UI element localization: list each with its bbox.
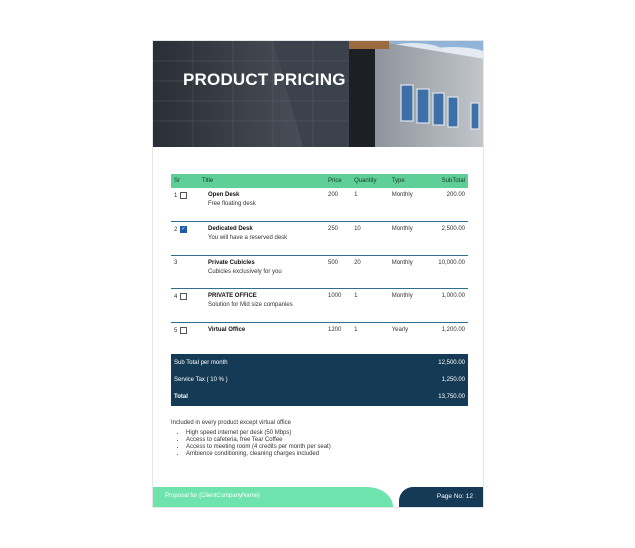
list-item: • Access to cafeteria, free Tea/ Coffee bbox=[186, 437, 471, 443]
item-type: Monthly bbox=[391, 192, 413, 198]
item-quantity[interactable]: 1 bbox=[354, 293, 358, 299]
tax-value: 1,250.00 bbox=[441, 376, 465, 383]
col-price: Price bbox=[328, 178, 342, 184]
col-quantity: Quantity bbox=[354, 178, 377, 184]
item-title: Open Desk bbox=[208, 192, 240, 198]
item-subtotal: 2,500.00 bbox=[441, 226, 465, 232]
col-sr: Sr bbox=[174, 178, 180, 184]
table-row bbox=[171, 289, 468, 323]
row-sr: 3 bbox=[174, 259, 178, 266]
item-subtotal: 10,000.00 bbox=[438, 259, 465, 266]
item-description: Free floating desk bbox=[208, 201, 256, 207]
item-title: Virtual Office bbox=[208, 326, 246, 333]
item-subtotal: 200.00 bbox=[446, 192, 465, 198]
subtotal-row bbox=[171, 354, 468, 371]
item-title: Dedicated Desk bbox=[208, 226, 253, 232]
item-quantity[interactable]: 20 bbox=[354, 259, 361, 266]
building-photo bbox=[153, 41, 484, 147]
row-sr: 2 bbox=[174, 227, 178, 234]
subtotal-value: 12,500.00 bbox=[438, 359, 465, 366]
table-row bbox=[171, 255, 468, 289]
proposal-page bbox=[152, 40, 484, 508]
row-sr: 4 bbox=[174, 294, 178, 301]
page-title: PRODUCT PRICING bbox=[183, 70, 346, 89]
col-subtotal: SubTotal bbox=[441, 178, 465, 184]
item-price[interactable]: 1200 bbox=[328, 326, 342, 333]
item-price[interactable]: 200 bbox=[328, 192, 339, 198]
subtotal-label: Sub Total per month bbox=[174, 359, 228, 366]
table-row bbox=[171, 222, 468, 256]
page-number: Page No: 12 bbox=[436, 493, 473, 500]
item-description: Solution for Mid size companies bbox=[208, 302, 293, 308]
item-quantity[interactable]: 10 bbox=[354, 226, 361, 232]
footer-proposal-bar bbox=[153, 487, 393, 507]
tax-row bbox=[171, 371, 468, 388]
item-type: Monthly bbox=[391, 293, 413, 299]
item-type: Monthly bbox=[391, 226, 413, 232]
item-price[interactable]: 250 bbox=[328, 226, 339, 232]
item-description: You will have a reserved desk bbox=[208, 235, 288, 241]
item-description: Cubicles exclusively for you bbox=[208, 268, 282, 275]
included-list bbox=[171, 430, 471, 457]
item-price[interactable]: 1000 bbox=[328, 293, 342, 299]
col-title: Title bbox=[202, 178, 214, 184]
total-row bbox=[171, 389, 468, 406]
item-title: Private Cubicles bbox=[208, 259, 255, 266]
totals-panel bbox=[171, 354, 468, 406]
item-price[interactable]: 500 bbox=[328, 259, 339, 266]
item-type: Monthly bbox=[391, 259, 413, 266]
footer-proposal-text: Proposal for {ClientCompanyName} bbox=[165, 493, 261, 499]
total-value: 13,750.00 bbox=[438, 394, 465, 401]
item-quantity[interactable]: 1 bbox=[354, 192, 358, 198]
row-checkbox[interactable] bbox=[180, 293, 187, 300]
item-type: Yearly bbox=[391, 326, 409, 333]
item-subtotal: 1,000.00 bbox=[441, 293, 465, 299]
total-label: Total bbox=[174, 394, 188, 401]
item-title: PRIVATE OFFICE bbox=[208, 293, 257, 299]
list-item: • High speed internet per desk (50 Mbps) bbox=[186, 430, 471, 436]
pricing-table bbox=[171, 174, 468, 356]
included-intro: Included in every product except virtual office bbox=[171, 420, 291, 426]
row-checkbox[interactable] bbox=[180, 327, 187, 334]
included-section bbox=[171, 420, 471, 458]
list-item: • Access to meeting room (4 credits per month per seat) bbox=[186, 444, 471, 450]
row-sr: 1 bbox=[174, 193, 178, 200]
item-quantity[interactable]: 1 bbox=[354, 326, 358, 333]
table-header-row bbox=[171, 174, 468, 188]
row-sr: 5 bbox=[174, 327, 178, 334]
list-item: • Ambience conditioning, cleaning charges included bbox=[186, 451, 471, 457]
footer-page-bar bbox=[399, 487, 483, 507]
table-row bbox=[171, 188, 468, 222]
row-checkbox-checked[interactable]: ✓ bbox=[181, 226, 186, 232]
hero-banner bbox=[153, 41, 484, 147]
item-subtotal: 1,200.00 bbox=[441, 326, 465, 333]
table-row bbox=[171, 322, 468, 356]
row-checkbox[interactable] bbox=[180, 192, 187, 199]
tax-label: Service Tax ( 10 % ) bbox=[174, 376, 228, 383]
col-type: Type bbox=[391, 178, 405, 184]
